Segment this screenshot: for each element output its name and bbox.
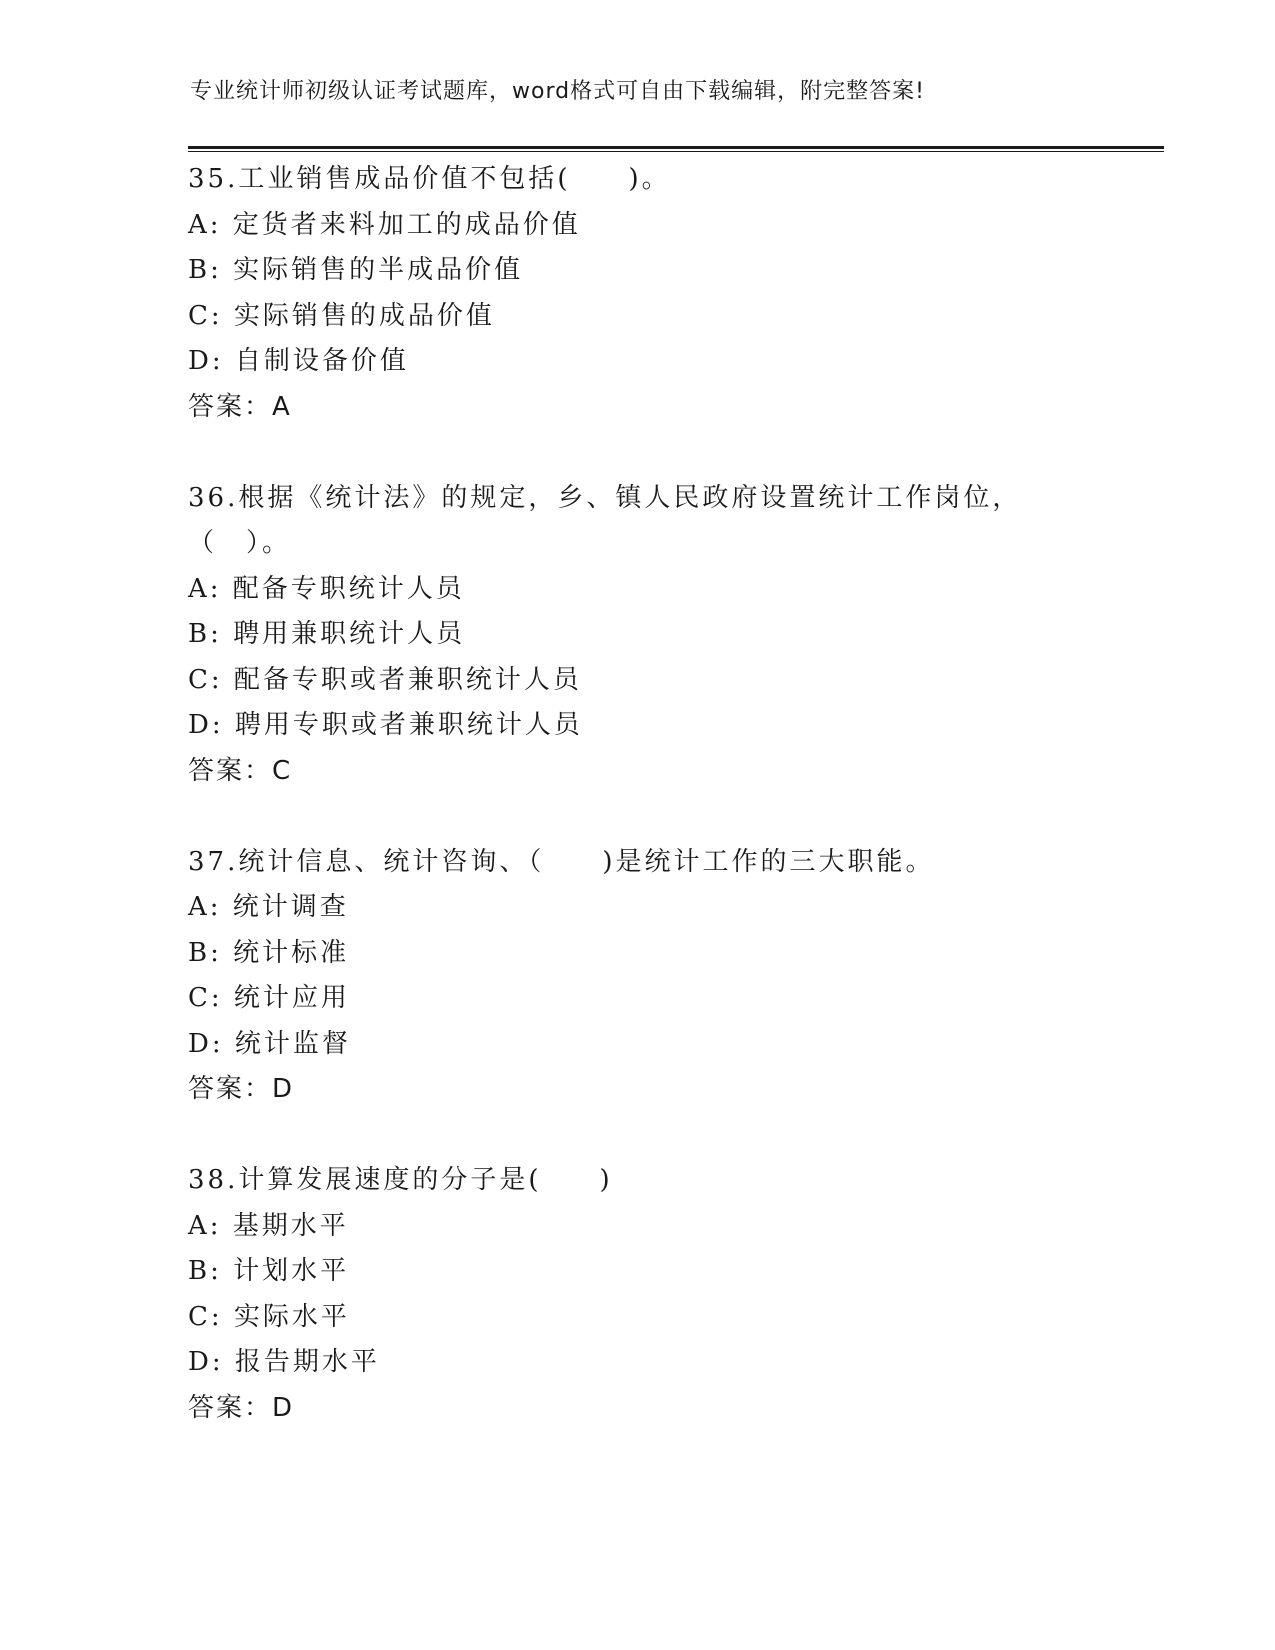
- question-list: [188, 157, 1068, 1431]
- option-b: B: 计划水平: [188, 1256, 350, 1286]
- option-a: A: 基期水平: [188, 1210, 349, 1241]
- option-d: D: 自制设备价值: [188, 346, 409, 376]
- question-35: [188, 157, 1068, 430]
- option-d: D: 统计监督: [188, 1028, 351, 1059]
- answer-label: 答案：D: [188, 1392, 295, 1423]
- option-d: D: 报告期水平: [188, 1347, 380, 1377]
- question-36: [188, 476, 1068, 795]
- option-d: D: 聘用专职或者兼职统计人员: [188, 710, 583, 740]
- option-c: C: 配备专职或者兼职统计人员: [188, 664, 582, 695]
- question-spacer: [188, 1113, 1068, 1159]
- header-rule-thick: [188, 146, 1164, 149]
- option-b: B: 实际销售的半成品价值: [188, 255, 524, 285]
- option-c: C: 实际水平: [188, 1301, 350, 1332]
- option-a: A: 配备专职统计人员: [188, 573, 465, 604]
- question-38: [188, 1158, 1068, 1431]
- question-stem: 35.工业销售成品价值不包括( )。: [188, 164, 671, 194]
- option-b: B: 统计标准: [188, 937, 350, 968]
- option-c: C: 实际销售的成品价值: [188, 300, 495, 331]
- answer-label: 答案：D: [188, 1074, 295, 1104]
- header-rule-thin: [188, 151, 1164, 152]
- document-header: 专业统计师初级认证考试题库，word格式可自由下载编辑，附完整答案!: [190, 79, 925, 104]
- option-a: A: 定货者来料加工的成品价值: [188, 209, 581, 240]
- question-spacer: [188, 794, 1068, 840]
- question-37: [188, 840, 1068, 1113]
- answer-label: 答案：C: [188, 755, 293, 786]
- question-spacer: [188, 430, 1068, 476]
- question-stem: 37.统计信息、统计咨询、（ )是统计工作的三大职能。: [188, 846, 935, 877]
- answer-label: 答案：A: [188, 391, 292, 422]
- option-b: B: 聘用兼职统计人员: [188, 619, 466, 649]
- option-c: C: 统计应用: [188, 983, 350, 1013]
- question-stem: 36.根据《统计法》的规定，乡、镇人民政府设置统计工作岗位，（ ）。: [188, 482, 1022, 558]
- question-stem: 38.计算发展速度的分子是( ): [188, 1165, 613, 1195]
- option-a: A: 统计调查: [188, 892, 349, 922]
